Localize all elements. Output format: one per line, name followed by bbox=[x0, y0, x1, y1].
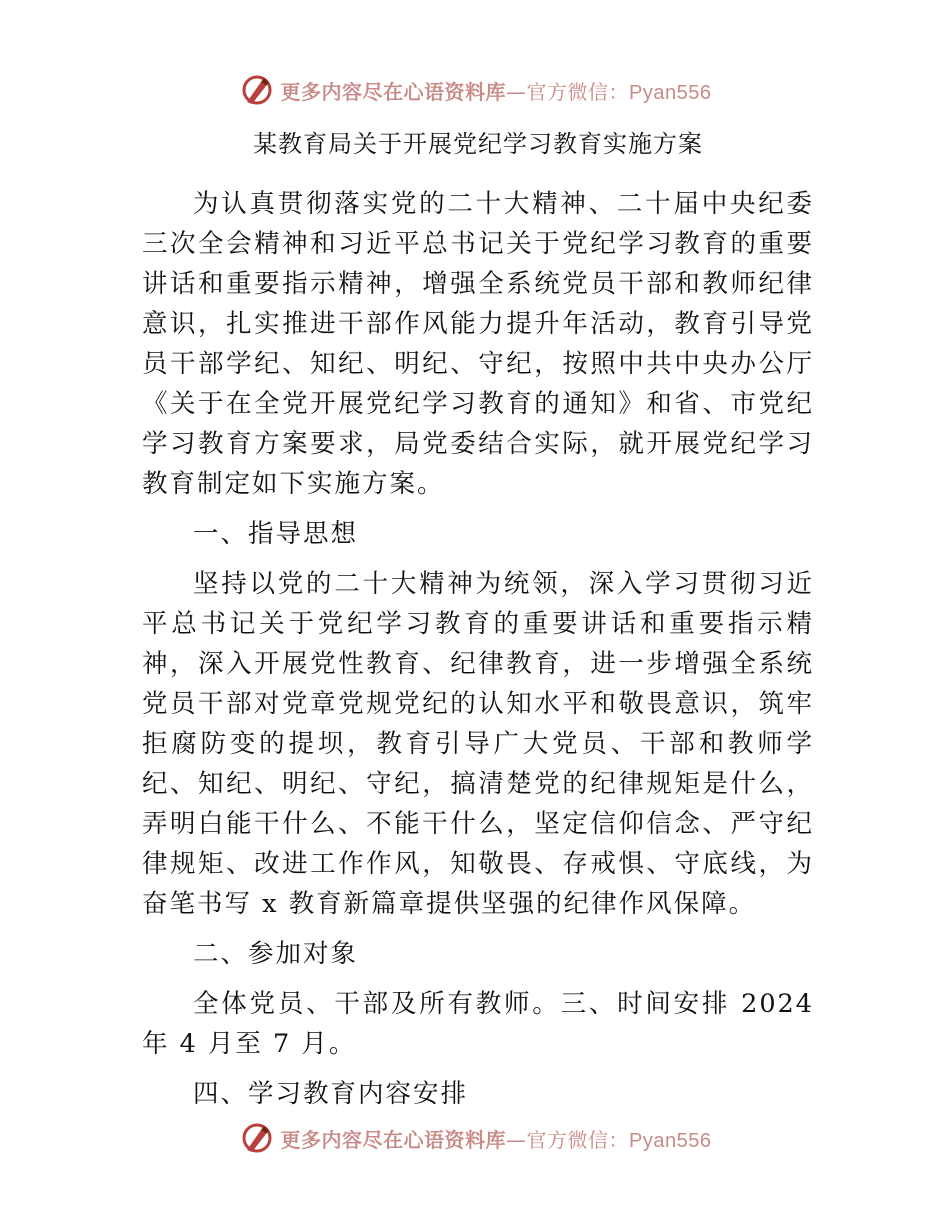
pen-logo-icon bbox=[239, 72, 275, 108]
guiding-ideology-paragraph: 坚持以党的二十大精神为统领，深入学习贯彻习近平总书记关于党纪学习教育的重要讲话和重要指示精神，深入开展党性教育、纪律教育，进一步增强全系统党员干部对党章党规党纪的认知水平和敬畏意识，筑牢拒腐防变的提坝，教育引导广大党员、干部和教师学纪、知纪、明纪、守纪，搞清楚党的纪律规矩是什么，弄明白能干什么、不能干什么，坚定信仰信念、严守纪律规矩、改进工作作风，知敬畏、存戒惧、守底线，为奋笔书写 x 教育新篇章提供坚强的纪律作风保障。 bbox=[142, 569, 814, 919]
section-heading-content-arrangement: 四、学习教育内容安排 bbox=[193, 1079, 469, 1109]
section-heading-guiding-ideology: 一、指导思想 bbox=[193, 519, 359, 549]
watermark-id: Pyan556 bbox=[629, 81, 712, 104]
watermark-text bbox=[281, 76, 712, 105]
watermark-id: Pyan556 bbox=[629, 1129, 712, 1152]
watermark-main: 更多内容尽在心语资料库 bbox=[280, 79, 507, 104]
watermark-dash: — bbox=[506, 1127, 527, 1152]
intro-paragraph: 为认真贯彻落实党的二十大精神、二十届中央纪委三次全会精神和习近平总书记关于党纪学习教育的重要讲话和重要指示精神，增强全系统党员干部和教师纪律意识，扎实推进干部作风能力提升年活动，教育引导党员干部学纪、知纪、明纪、守纪，按照中共中央办公厅《关于在全党开展党纪学习教育的通知》和省、市党纪学习教育方案要求，局党委结合实际，就开展党纪学习教育制定如下实施方案。 bbox=[142, 189, 814, 499]
watermark-text bbox=[281, 1124, 712, 1153]
header-watermark bbox=[0, 70, 950, 110]
pen-logo-icon bbox=[239, 1120, 275, 1156]
watermark-dash: — bbox=[506, 79, 527, 104]
section-heading-participants: 二、参加对象 bbox=[193, 939, 359, 969]
watermark-sub: 官方微信： bbox=[526, 79, 630, 104]
watermark-main: 更多内容尽在心语资料库 bbox=[280, 1127, 507, 1152]
document-body bbox=[142, 118, 814, 1124]
watermark-sub: 官方微信： bbox=[526, 1127, 630, 1152]
document-title: 某教育局关于开展党纪学习教育实施方案 bbox=[253, 130, 703, 158]
footer-watermark bbox=[0, 1118, 950, 1158]
participants-paragraph: 全体党员、干部及所有教师。三、时间安排 2024 年 4 月至 7 月。 bbox=[142, 989, 814, 1059]
